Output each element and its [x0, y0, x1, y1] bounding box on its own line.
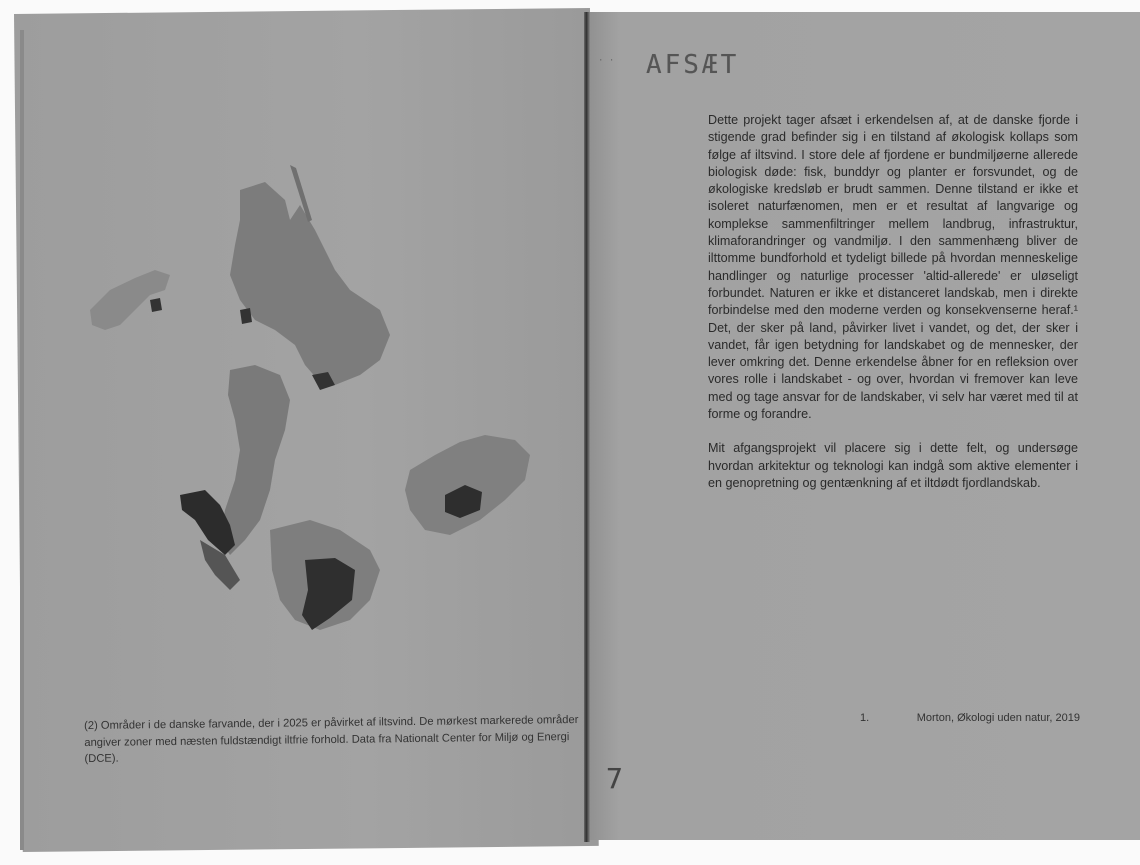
- severe-spot-limfjord: [150, 298, 162, 312]
- map-caption: (2) Områder i de danske farvande, der i 2025 er påvirket af iltsvind. De mørkest markerede områder angiver zoner med næsten fuldstændigt iltfrie forhold. Data fra Nationalt Center for Miljø og Energi (DCE).: [84, 713, 579, 765]
- affected-area-belts: [220, 365, 290, 555]
- footnote-number: 1.: [860, 712, 870, 724]
- paragraph-1: Dette projekt tager afsæt i erkendelsen af, at de danske fjorde i stigende grad befinder sig i en tilstand af økologisk kollaps som følge af iltsvind. I store dele af fjordene er bundmiljøerne allerede biologisk døde: fisk, bunddyr og planter er forsvundet, og de økologiske kredsløb er brudt sammen. Denne tilstand er ikke et isoleret naturfænomen, men er et resultat af langvarige og komplekse sammenfiltringer mellem landbrug, infrastruktur, klimaforandringer og vandmiljø. I den sammenhæng bliver de ilttomme bundforhold et tydeligt billede på hvordan menneskelige handlinger og naturlige processer 'altid-allerede' er uløseligt forbundet. Naturen er ikke et distanceret landskab, men i direkte forbindelse med den moderne verden og konsekvenserne heraf.¹ Det, der sker på land, påvirker livet i vandet, og det, der sker i vandet, får igen betydning for landskabet og de mennesker, der lever omkring det. Denne erkendelse åbner for en refleksion over vores rolle i landskabet - og over, hvordan vi fremover kan leve med og tage ansvar for de landskaber, vi selv har været med til at forme og forandre.: [708, 113, 1078, 422]
- page-title: AFSÆT: [646, 50, 740, 80]
- page-edge: [20, 30, 24, 850]
- footnote: [860, 712, 1080, 724]
- severe-spot-north: [240, 308, 252, 324]
- book-spine: [584, 12, 590, 842]
- paragraph-2: Mit afgangsprojekt vil placere sig i dette felt, og undersøge hvordan arkitektur og teknologi kan indgå som aktive elementer i en genopretning og gentænkning af et iltdødt fjordlandskab.: [708, 441, 1078, 490]
- affected-area-kattegat: [230, 182, 390, 385]
- affected-area-east-baltic: [405, 435, 530, 535]
- page-number: 7: [606, 762, 623, 795]
- oxygen-depletion-map: [80, 160, 560, 650]
- title-dots: · ·: [598, 56, 615, 66]
- footnote-text: Morton, Økologi uden natur, 2019: [916, 712, 1080, 724]
- body-text: [708, 112, 1078, 509]
